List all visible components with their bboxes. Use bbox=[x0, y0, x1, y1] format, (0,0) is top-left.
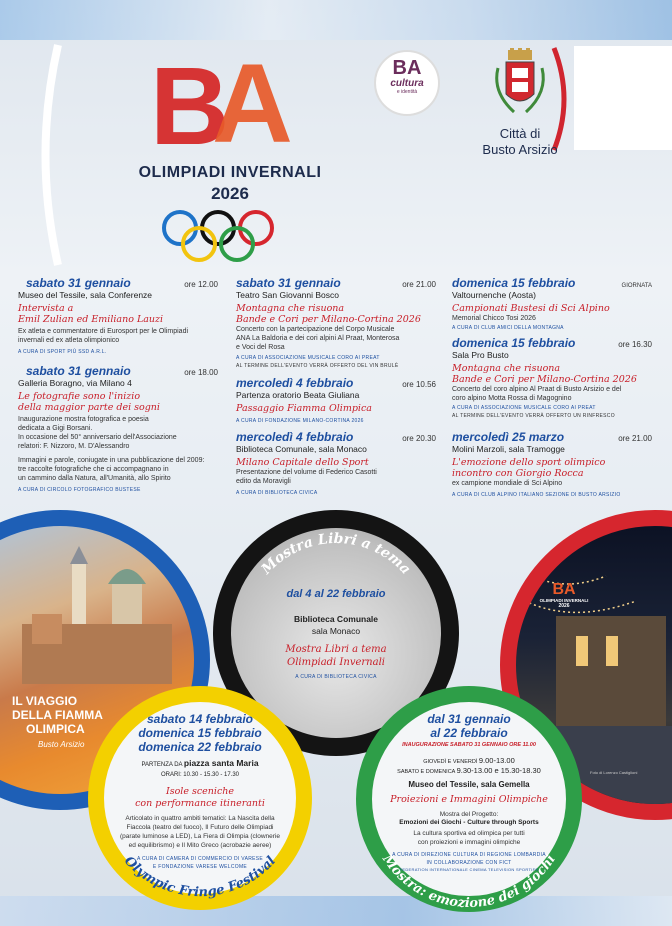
event-time: ore 16.30 bbox=[618, 340, 652, 349]
event-organizer: A CURA DI ASSOCIAZIONE MUSICALE CORO AI PREAT bbox=[236, 355, 380, 361]
event-title: Bande e Cori per Milano-Cortina 2026 bbox=[452, 374, 637, 385]
fringe-desc: ed equilibrismo) e Il Mito Greco (acrobazie aeree) bbox=[128, 842, 272, 849]
fringe-date-3: domenica 22 febbraio bbox=[138, 740, 262, 754]
event-date: sabato 31 gennaio bbox=[26, 276, 131, 290]
badge-ba: BA bbox=[552, 581, 576, 598]
event-title: Montagna che risuona bbox=[236, 303, 345, 314]
fringe-organizer-2: E FONDAZIONE VARESE WELCOME bbox=[152, 864, 248, 870]
event-place: Teatro San Giovanni Bosco bbox=[236, 290, 340, 300]
games-desc: La cultura sportiva ed olimpica per tutti bbox=[413, 830, 525, 837]
games-organizer-1: A CURA DI DIREZIONE CULTURA DI REGIONE LOMBARDIA bbox=[392, 852, 546, 858]
olympic-rings-icon bbox=[158, 206, 278, 266]
book-exhibit-title-2: Olimpiadi Invernali bbox=[287, 657, 385, 668]
games-hours-2-value: 9.30-13.00 e 15.30-18.30 bbox=[456, 766, 541, 775]
event-desc: coro alpino Motta Rossa di Magognino bbox=[452, 395, 572, 402]
event-organizer: A CURA DI CIRCOLO FOTOGRAFICO BUSTESE bbox=[18, 487, 141, 493]
events-column-3 bbox=[452, 276, 652, 498]
event-title: Milano Capitale dello Sport bbox=[236, 457, 369, 468]
event-date: sabato 31 gennaio bbox=[26, 364, 131, 378]
cultura-text: cultura bbox=[390, 78, 424, 89]
event-organizer: A CURA DI SPORT PIÙ SSD A.R.L. bbox=[18, 349, 107, 355]
event-card bbox=[452, 430, 652, 498]
event-date: sabato 31 gennaio bbox=[236, 276, 341, 290]
event-date: mercoledì 25 marzo bbox=[452, 430, 565, 444]
fringe-desc: (parate luminose a LED), La Fiera di Olimpia (clownerie bbox=[119, 833, 281, 840]
event-note: AL TERMINE DELL'EVENTO VERRÀ OFFERTO UN RINFRESCO bbox=[452, 413, 615, 419]
games-desc: con proiezioni e immagini olimpiche bbox=[417, 839, 521, 846]
photo-credit: Foto di Lorenzo Castiglioni bbox=[590, 770, 638, 775]
event-title: Intervista a bbox=[18, 303, 74, 314]
event-desc: ANA La Baldoria e dei cori alpini Al Praat, Monterosa bbox=[236, 335, 400, 342]
event-desc: Ex atleta e commentatore di Eurosport per le Olimpiadi bbox=[18, 328, 189, 335]
city-name-line2: Busto Arsizio bbox=[482, 142, 558, 157]
event-title: Emil Zulian ed Emiliano Lauzi bbox=[18, 314, 164, 325]
event-time: ore 12.00 bbox=[184, 280, 218, 289]
event-date: domenica 15 febbraio bbox=[452, 336, 576, 350]
event-desc: ex campione mondiale di Sci Alpino bbox=[452, 480, 563, 487]
logo-year: 2026 bbox=[211, 184, 249, 203]
event-title: Montagna che risuona bbox=[452, 363, 561, 374]
cultura-identita-text: e identità bbox=[396, 89, 418, 95]
fringe-date-2: domenica 15 febbraio bbox=[138, 726, 262, 740]
city-crest-icon bbox=[490, 48, 550, 120]
event-organizer: A CURA DI FONDAZIONE MILANO-CORTINA 2026 bbox=[236, 418, 364, 424]
logo-letter-a: A bbox=[212, 41, 293, 166]
flame-journey-city: Busto Arsizio bbox=[38, 740, 85, 749]
flame-journey-title-2: DELLA FIAMMA bbox=[12, 708, 103, 722]
event-note: AL TERMINE DELL'EVENTO VERRÀ OFFERTO DEL VIN BRULÈ bbox=[236, 363, 399, 369]
event-time: ore 20.30 bbox=[402, 434, 436, 443]
book-exhibit-organizer: A CURA DI BIBLIOTECA CIVICA bbox=[295, 674, 377, 680]
fringe-title-1: Isole sceniche bbox=[165, 786, 235, 797]
event-title: Bande e Cori per Milano-Cortina 2026 bbox=[236, 314, 421, 325]
event-card bbox=[236, 376, 436, 430]
events-column-2 bbox=[236, 276, 436, 496]
event-desc: dedicata a Gigi Borsani. bbox=[18, 425, 93, 432]
event-organizer: A CURA DI BIBLIOTECA CIVICA bbox=[236, 490, 318, 496]
event-desc: Concerto del coro alpino Al Praat di Busto Arsizio e del bbox=[452, 386, 622, 393]
event-desc: Presentazione del volume di Federico Casotti bbox=[236, 469, 377, 476]
book-exhibit-place-2: sala Monaco bbox=[311, 626, 361, 636]
event-time: ore 21.00 bbox=[402, 280, 436, 289]
event-card bbox=[236, 430, 436, 496]
event-title: L'emozione dello sport olimpico bbox=[452, 457, 606, 468]
photo-badge bbox=[536, 582, 592, 609]
games-date-2: al 22 febbraio bbox=[430, 726, 508, 740]
event-desc: un cammino dalla Natura, all'Umanità, allo Spirito bbox=[18, 475, 171, 482]
green-ring-arc-label bbox=[356, 686, 582, 912]
cultura-ba-text: BA bbox=[392, 57, 422, 79]
event-organizer: A CURA DI ASSOCIAZIONE MUSICALE CORO AI PREAT bbox=[452, 405, 596, 411]
event-desc: Memorial Chicco Tosi 2026 bbox=[452, 315, 536, 322]
event-place: Museo del Tessile, sala Conferenze bbox=[18, 290, 153, 300]
event-card bbox=[18, 364, 218, 493]
fringe-hours: ORARI: 10.30 - 15.30 - 17.30 bbox=[160, 772, 240, 778]
event-title: Campionati Bustesi di Sci Alpino bbox=[452, 303, 610, 314]
event-desc: In occasione del 50° anniversario dell'Associazione bbox=[18, 434, 177, 441]
ba-logo bbox=[150, 41, 330, 172]
games-date-1: dal 31 gennaio bbox=[427, 712, 511, 726]
event-desc: edito da Moravigli bbox=[236, 478, 291, 485]
basilica-skyline-icon bbox=[22, 544, 172, 684]
right-white-panel bbox=[574, 46, 672, 150]
badge-year: 2026 bbox=[558, 603, 570, 609]
event-desc: relatori: F. Nizzoro, M. D'Alessandro bbox=[18, 443, 130, 450]
top-wave-decoration bbox=[0, 0, 672, 40]
event-title: incontro con Giorgio Rocca bbox=[452, 468, 584, 479]
games-hours-1-value: 9.00-13.00 bbox=[478, 756, 515, 765]
games-place: Museo del Tessile, sala Gemella bbox=[408, 780, 530, 789]
yellow-ring-arc-label bbox=[88, 686, 312, 910]
fringe-organizer-1: A CURA DI CAMERA DI COMMERCIO DI VARESE bbox=[136, 856, 264, 862]
event-card bbox=[452, 276, 652, 336]
event-organizer: A CURA DI CLUB ALPINO ITALIANO SEZIONE DI BUSTO ARSIZIO bbox=[452, 492, 621, 498]
games-organizer-3: FEDERATION INTERNATIONALE CINEMA TELEVISION SPORTIFS bbox=[399, 867, 539, 872]
games-organizer-2: IN COLLABORAZIONE CON FICT bbox=[426, 860, 512, 866]
yellow-ring-arc-text: Olympic Fringe Festival bbox=[121, 853, 279, 901]
black-ring-arc-text: Mostra Libri a tema bbox=[258, 530, 414, 578]
logo-title: OLIMPIADI INVERNALI bbox=[138, 164, 322, 181]
event-place: Galleria Boragno, via Milano 4 bbox=[18, 378, 132, 388]
fringe-start-place: piazza santa Maria bbox=[183, 758, 259, 768]
event-desc: tre raccolte fotografiche che ci accompagnano in bbox=[18, 466, 169, 473]
games-project: Emozioni dei Giochi - Culture through Sports bbox=[399, 819, 539, 826]
event-card bbox=[452, 336, 652, 430]
fringe-date-1: sabato 14 febbraio bbox=[146, 712, 254, 726]
event-title: Passaggio Fiamma Olimpica bbox=[236, 403, 372, 414]
ba-cultura-logo bbox=[374, 50, 440, 116]
city-name-line1: Città di bbox=[499, 126, 541, 141]
games-project-pre: Mostra del Progetto: bbox=[439, 811, 499, 818]
event-date: domenica 15 febbraio bbox=[452, 276, 576, 290]
games-inauguration: INAUGURAZIONE SABATO 31 GENNAIO ORE 11.00 bbox=[402, 742, 536, 748]
fringe-desc: Articolato in quattro ambiti tematici: La Nascita della bbox=[125, 815, 275, 822]
event-desc: invernali ed ex atleta olimpionico bbox=[18, 337, 120, 344]
fringe-start-pre: PARTENZA DA bbox=[141, 762, 183, 768]
green-ring-arc-text: Mostra: emozione dei giochi bbox=[379, 852, 559, 912]
badge-title: OLIMPIADI INVERNALI bbox=[539, 598, 589, 603]
event-card bbox=[236, 276, 436, 376]
event-desc: Concerto con la partecipazione del Corpo Musicale bbox=[236, 326, 395, 333]
event-date: mercoledì 4 febbraio bbox=[236, 430, 354, 444]
event-desc: Immagini e parole, coniugate in una pubblicazione del 2009: bbox=[18, 457, 205, 464]
logo-letter-b: B bbox=[150, 45, 230, 168]
event-desc: Inaugurazione mostra fotografica e poesia bbox=[18, 416, 149, 423]
event-time: GIORNATA bbox=[621, 283, 652, 289]
book-exhibit-title-1: Mostra Libri a tema bbox=[285, 644, 387, 655]
left-bracket-decoration bbox=[28, 40, 68, 270]
event-title: Le fotografie sono l'inizio bbox=[18, 391, 141, 402]
flame-journey-title-3: OLIMPICA bbox=[26, 722, 85, 736]
fringe-title-2: con performance itineranti bbox=[135, 798, 265, 809]
games-hours-1-pre: GIOVEDÌ E VENERDÌ bbox=[423, 759, 478, 765]
event-date: mercoledì 4 febbraio bbox=[236, 376, 354, 390]
event-place: Molini Marzoli, sala Tramogge bbox=[452, 444, 565, 454]
event-desc: e Voci del Rosa bbox=[236, 344, 285, 351]
event-organizer: A CURA DI CLUB AMICI DELLA MONTAGNA bbox=[452, 325, 564, 331]
flame-journey-title-1: IL VIAGGIO bbox=[12, 694, 78, 708]
event-place: Valtournenche (Aosta) bbox=[452, 290, 536, 300]
event-title: della maggior parte dei sogni bbox=[18, 402, 160, 413]
event-time: ore 10.56 bbox=[402, 380, 436, 389]
fringe-desc: Fiaccola (teatro del fuoco), Il Futuro delle Olimpiadi bbox=[126, 824, 274, 831]
event-place: Biblioteca Comunale, sala Monaco bbox=[236, 444, 367, 454]
event-place: Sala Pro Busto bbox=[452, 350, 509, 360]
games-title: Proiezioni e Immagini Olimpiche bbox=[390, 794, 548, 805]
event-time: ore 21.00 bbox=[618, 434, 652, 443]
events-column-1 bbox=[18, 276, 218, 493]
book-exhibit-place-1: Biblioteca Comunale bbox=[293, 614, 379, 624]
event-place: Partenza oratorio Beata Giuliana bbox=[236, 390, 360, 400]
games-hours-2-pre: SABATO E DOMENICA bbox=[397, 769, 456, 775]
event-time: ore 18.00 bbox=[184, 368, 218, 377]
book-exhibit-dates: dal 4 al 22 febbraio bbox=[286, 588, 386, 600]
event-card bbox=[18, 276, 218, 362]
